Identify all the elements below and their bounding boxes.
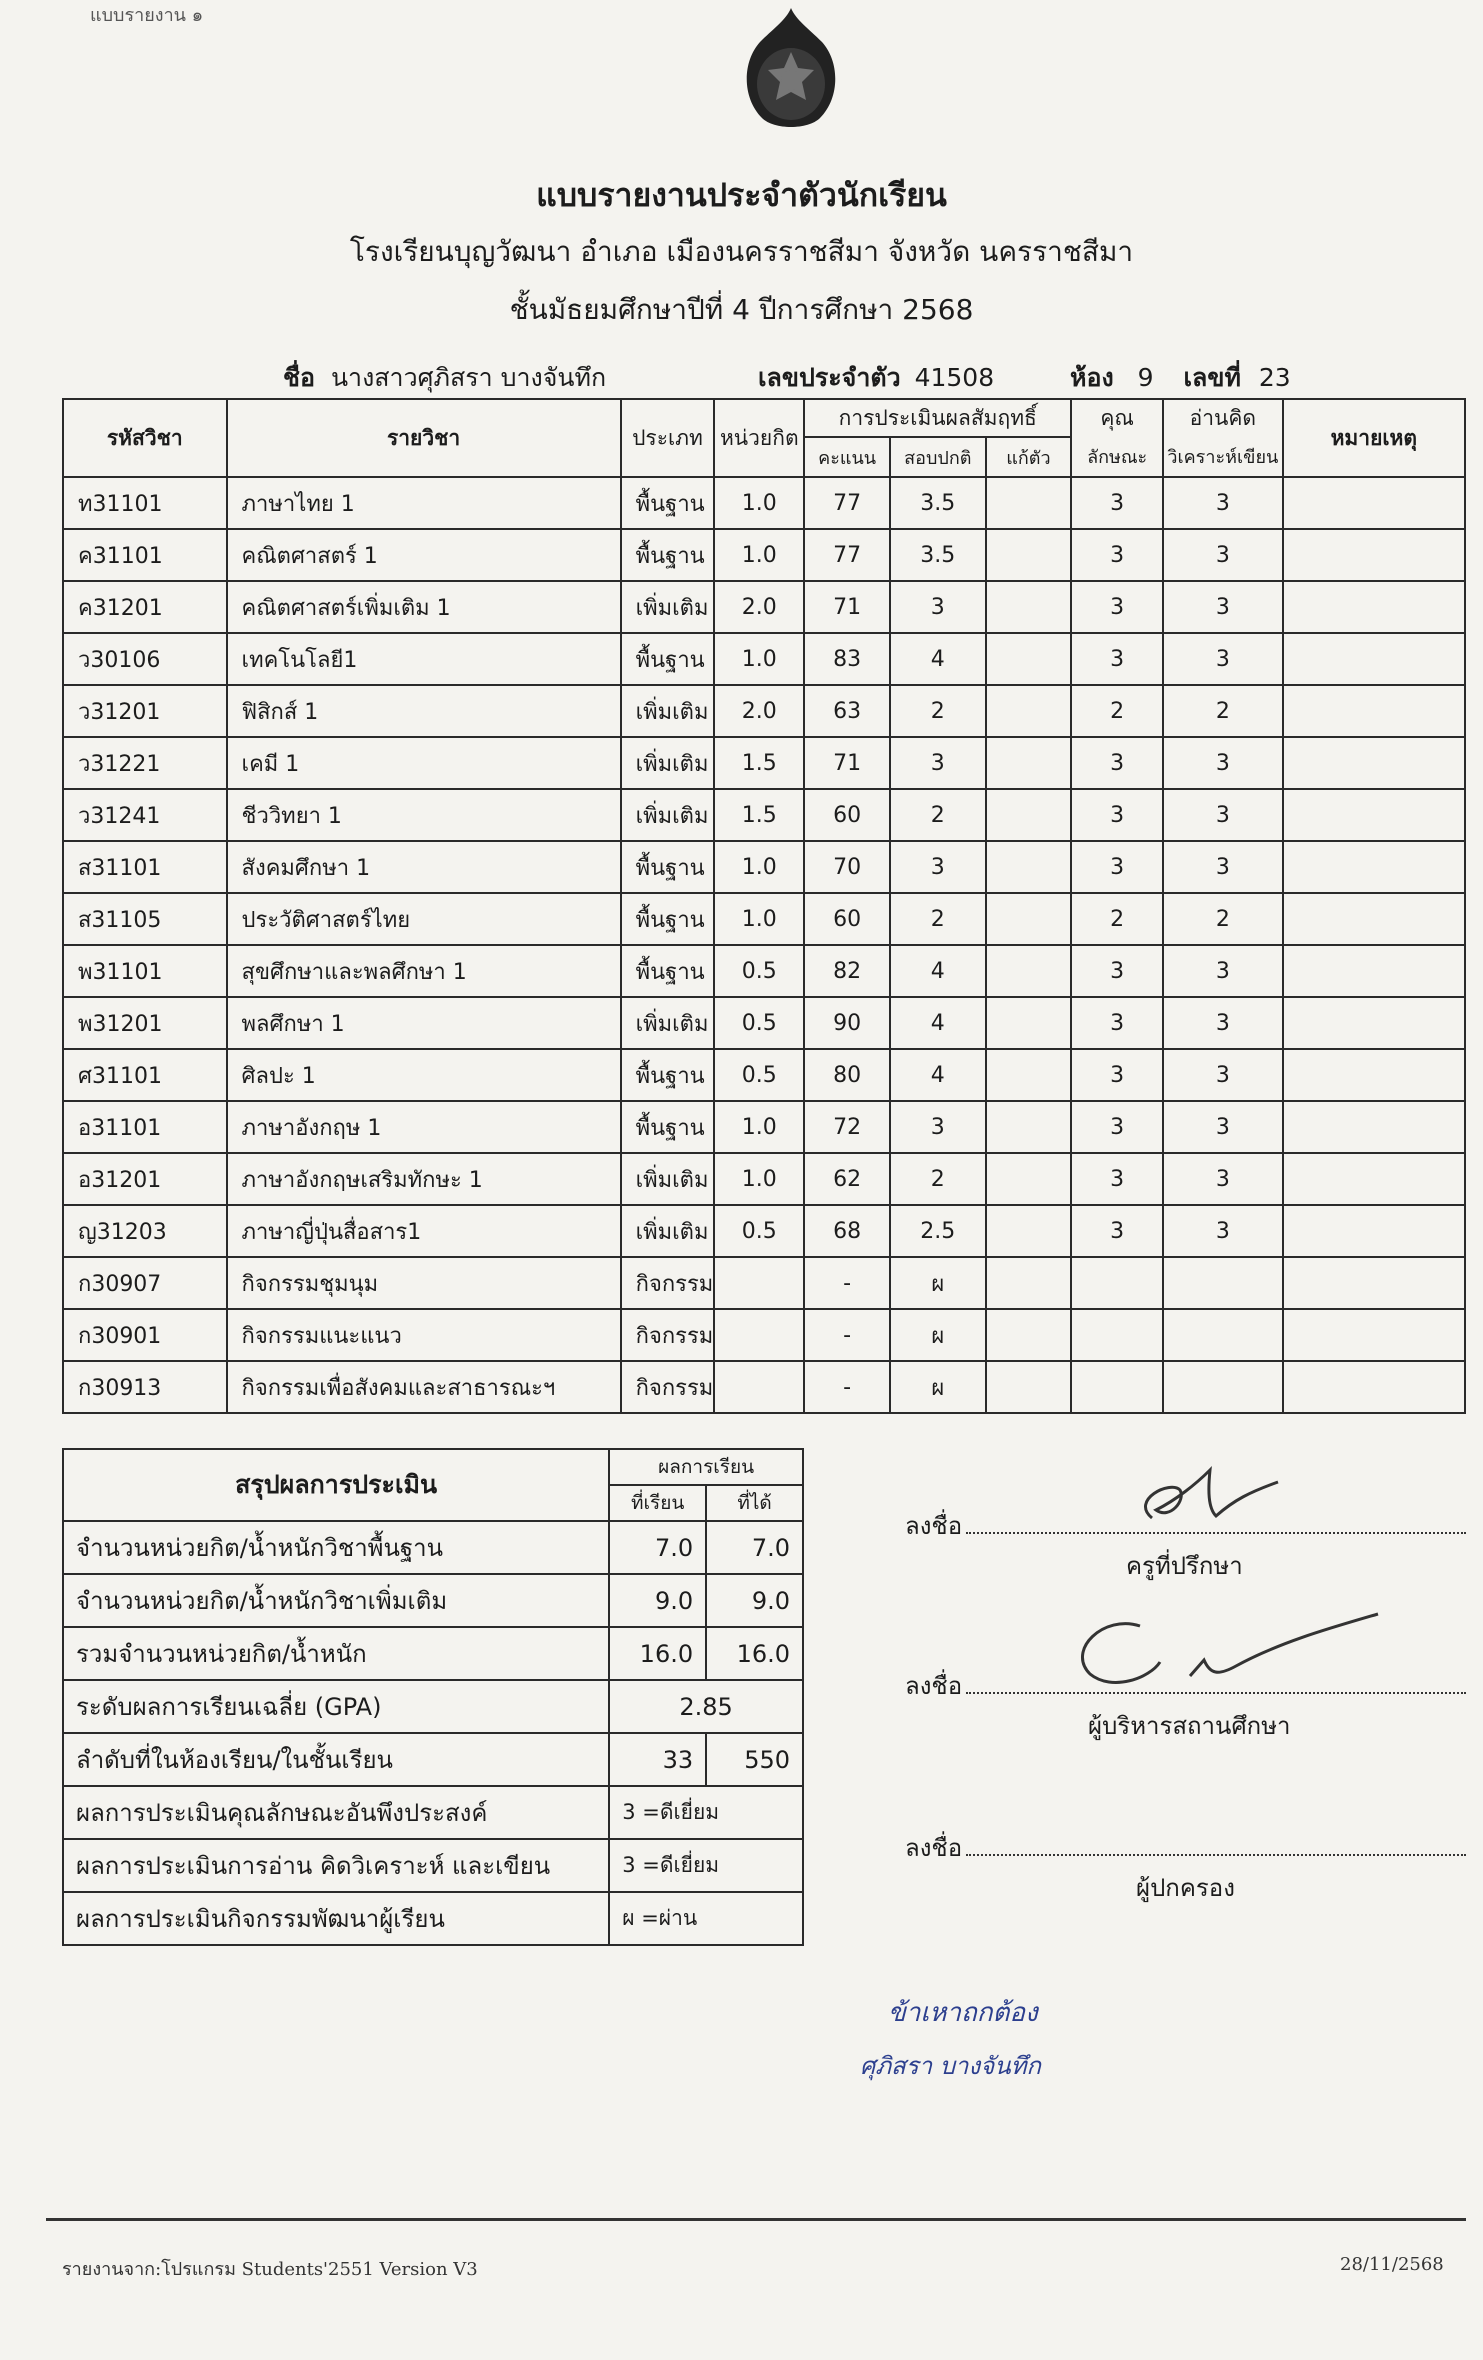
course-code: ว30106 [63,633,227,685]
footer-date: 28/11/2568 [1340,2254,1444,2275]
course-grade: 3.5 [890,477,986,529]
course-credits: 1.5 [714,789,804,841]
course-retake [986,997,1072,1049]
course-grade: 4 [890,1049,986,1101]
course-rtw: 3 [1163,1049,1283,1101]
course-credits: 1.0 [714,633,804,685]
course-credits: 0.5 [714,1049,804,1101]
course-credits: 0.5 [714,1205,804,1257]
course-character: 3 [1071,945,1163,997]
table-row [63,1257,1465,1309]
course-remark [1283,1361,1465,1413]
course-name: ชีววิทยา 1 [227,789,621,841]
course-name: คณิตศาสตร์ 1 [227,529,621,581]
course-character: 3 [1071,737,1163,789]
footer-source: รายงานจาก:โปรแกรม Students'2551 Version V3 [62,2259,478,2280]
course-rtw: 3 [1163,1205,1283,1257]
table-row [63,685,1465,737]
course-name: ภาษาอังกฤษ 1 [227,1101,621,1153]
course-code: อ31101 [63,1101,227,1153]
course-grade: 2 [890,685,986,737]
course-grade: 3 [890,841,986,893]
summary-row-total-credits [63,1627,803,1680]
course-remark [1283,1153,1465,1205]
course-score: - [804,1361,890,1413]
course-character: 3 [1071,1153,1163,1205]
course-retake [986,1257,1072,1309]
summary-row-rank [63,1733,803,1786]
student-id: 41508 [914,363,995,392]
course-retake [986,893,1072,945]
course-credits: 0.5 [714,945,804,997]
course-rtw: 3 [1163,633,1283,685]
summary-earned-value: 9.0 [706,1574,803,1627]
footer-divider [46,2218,1466,2221]
course-name: ภาษาญี่ปุ่นสื่อสาร1 [227,1205,621,1257]
course-name: ภาษาอังกฤษเสริมทักษะ 1 [227,1153,621,1205]
course-grade: 2 [890,789,986,841]
summary-label: จำนวนหน่วยกิต/น้ำหนักวิชาเพิ่มเติม [63,1574,609,1627]
table-row [63,737,1465,789]
course-character: 3 [1071,477,1163,529]
course-credits: 1.0 [714,1101,804,1153]
course-credits: 1.5 [714,737,804,789]
table-row [63,841,1465,893]
course-name: กิจกรรมแนะแนว [227,1309,621,1361]
course-name: เคมี 1 [227,737,621,789]
table-row [63,529,1465,581]
course-score: - [804,1309,890,1361]
course-code: ท31101 [63,477,227,529]
header-regular-exam: สอบปกติ [890,437,986,477]
advisor-signature-mark [1100,1460,1290,1540]
course-score: 71 [804,737,890,789]
course-name: เทคโนโลยี1 [227,633,621,685]
course-character: 3 [1071,633,1163,685]
course-retake [986,945,1072,997]
table-row [63,1205,1465,1257]
summary-earned-value: 16.0 [706,1627,803,1680]
course-retake [986,1205,1072,1257]
course-type: พื้นฐาน [621,841,715,893]
summary-enrolled-value: 16.0 [609,1627,706,1680]
course-rtw: 3 [1163,737,1283,789]
course-remark [1283,1257,1465,1309]
table-row [63,1049,1465,1101]
course-score: 68 [804,1205,890,1257]
course-type: พื้นฐาน [621,477,715,529]
table-row [63,997,1465,1049]
student-id-line [758,358,994,398]
course-type: เพิ่มเติม [621,737,715,789]
course-type: เพิ่มเติม [621,1205,715,1257]
id-label: เลขประจำตัว [758,363,901,392]
course-code: พ31101 [63,945,227,997]
number-value: 23 [1258,363,1291,392]
course-type: เพิ่มเติม [621,789,715,841]
course-type: กิจกรรม [621,1309,715,1361]
summary-col-enrolled: ที่เรียน [609,1485,706,1521]
number-label: เลขที่ [1183,363,1241,392]
course-retake [986,1049,1072,1101]
course-character: 3 [1071,841,1163,893]
course-code: ส31101 [63,841,227,893]
course-grade: 4 [890,945,986,997]
course-character: 3 [1071,581,1163,633]
table-row [63,477,1465,529]
level-line: ชั้นมัธยมศึกษาปีที่ 4 ปีการศึกษา 2568 [509,293,974,326]
course-code: ส31105 [63,893,227,945]
summary-label: ลำดับที่ในห้องเรียน/ในชั้นเรียน [63,1733,609,1786]
course-rtw [1163,1257,1283,1309]
course-retake [986,841,1072,893]
grades-table [62,398,1466,1414]
summary-row-extra-credits [63,1574,803,1627]
course-remark [1283,945,1465,997]
course-grade: 2 [890,893,986,945]
summary-row-gpa [63,1680,803,1733]
course-remark [1283,1049,1465,1101]
course-code: ก30901 [63,1309,227,1361]
summary-header-row [63,1449,803,1485]
course-remark [1283,841,1465,893]
sign-label: ลงชื่อ [905,1672,963,1700]
course-remark [1283,997,1465,1049]
course-grade: 2 [890,1153,986,1205]
course-rtw: 3 [1163,997,1283,1049]
course-character: 3 [1071,1049,1163,1101]
course-character: 3 [1071,1205,1163,1257]
course-credits: 1.0 [714,841,804,893]
course-rtw: 3 [1163,945,1283,997]
handwritten-note-line1: ข้าเหาถกต้อง [888,1998,1038,2028]
course-type: กิจกรรม [621,1361,715,1413]
course-credits [714,1257,804,1309]
course-grade: 2.5 [890,1205,986,1257]
course-name: สุขศึกษาและพลศึกษา 1 [227,945,621,997]
course-credits: 0.5 [714,997,804,1049]
course-retake [986,737,1072,789]
course-code: ศ31101 [63,1049,227,1101]
course-character [1071,1361,1163,1413]
course-credits: 1.0 [714,1153,804,1205]
header-score: คะแนน [804,437,890,477]
name-label: ชื่อ [283,363,315,392]
summary-results-header: ผลการเรียน [609,1449,803,1485]
course-rtw [1163,1309,1283,1361]
course-score: 77 [804,477,890,529]
course-code: ก30907 [63,1257,227,1309]
course-remark [1283,1309,1465,1361]
director-signature-mark [1060,1600,1390,1720]
summary-row-rtw [63,1839,803,1892]
course-code: ก30913 [63,1361,227,1413]
header-code: รหัสวิชา [63,399,227,477]
header-type: ประเภท [621,399,715,477]
course-type: เพิ่มเติม [621,997,715,1049]
course-score: 60 [804,789,890,841]
table-row [63,633,1465,685]
course-score: 83 [804,633,890,685]
course-credits: 1.0 [714,529,804,581]
summary-enrolled-value: 7.0 [609,1521,706,1574]
summary-label: รวมจำนวนหน่วยกิต/น้ำหนัก [63,1627,609,1680]
summary-label: ระดับผลการเรียนเฉลี่ย (GPA) [63,1680,609,1733]
sign-label: ลงชื่อ [905,1512,963,1540]
summary-row-basic-credits [63,1521,803,1574]
course-remark [1283,1101,1465,1153]
course-code: พ31201 [63,997,227,1049]
summary-row-character [63,1786,803,1839]
room-label: ห้อง [1070,363,1114,392]
course-retake [986,685,1072,737]
course-remark [1283,737,1465,789]
course-retake [986,1309,1072,1361]
course-code: ว31201 [63,685,227,737]
course-name: ฟิสิกส์ 1 [227,685,621,737]
course-grade: ผ [890,1309,986,1361]
course-character: 2 [1071,893,1163,945]
course-type: พื้นฐาน [621,633,715,685]
course-name: พลศึกษา 1 [227,997,621,1049]
table-row [63,789,1465,841]
course-code: ญ31203 [63,1205,227,1257]
course-type: พื้นฐาน [621,529,715,581]
course-rtw: 3 [1163,529,1283,581]
course-character [1071,1309,1163,1361]
course-remark [1283,633,1465,685]
course-grade: 3 [890,737,986,789]
course-grade: 4 [890,633,986,685]
header-credits: หน่วยกิต [714,399,804,477]
course-credits: 2.0 [714,581,804,633]
course-score: 62 [804,1153,890,1205]
header-retake: แก้ตัว [986,437,1072,477]
course-grade: 3 [890,1101,986,1153]
course-rtw: 3 [1163,581,1283,633]
rank-in-room: 33 [609,1733,706,1786]
report-title: แบบรายงานประจำตัวนักเรียน [536,176,947,214]
course-remark [1283,893,1465,945]
header-rtw-top: อ่านคิด [1163,399,1283,437]
table-row [63,1101,1465,1153]
character-result: 3 =ดีเยี่ยม [609,1786,803,1839]
school-line: โรงเรียนบุญวัฒนา อำเภอ เมืองนครราชสีมา จังหวัด นครราชสีมา [349,235,1134,268]
course-score: 82 [804,945,890,997]
header-assessment: การประเมินผลสัมฤทธิ์ [804,399,1071,437]
course-character: 3 [1071,789,1163,841]
header-character-top: คุณ [1071,399,1163,437]
summary-row-activities [63,1892,803,1945]
course-name: สังคมศึกษา 1 [227,841,621,893]
course-credits: 2.0 [714,685,804,737]
summary-col-earned: ที่ได้ [706,1485,803,1521]
course-name: กิจกรรมเพื่อสังคมและสาธารณะฯ [227,1361,621,1413]
course-character: 2 [1071,685,1163,737]
course-rtw: 2 [1163,893,1283,945]
course-rtw: 3 [1163,1101,1283,1153]
handwritten-note-line2: ศุภิสรา บางจันทึก [860,2052,1041,2080]
course-type: พื้นฐาน [621,893,715,945]
course-type: เพิ่มเติม [621,581,715,633]
course-remark [1283,529,1465,581]
course-type: พื้นฐาน [621,1101,715,1153]
course-rtw: 2 [1163,685,1283,737]
course-score: 63 [804,685,890,737]
header-character-bottom: ลักษณะ [1071,437,1163,477]
course-type: เพิ่มเติม [621,685,715,737]
course-name: ภาษาไทย 1 [227,477,621,529]
course-code: ว31221 [63,737,227,789]
course-credits: 1.0 [714,477,804,529]
student-name: นางสาวศุภิสรา บางจันทึก [330,363,607,392]
course-remark [1283,789,1465,841]
course-grade: ผ [890,1257,986,1309]
course-rtw [1163,1361,1283,1413]
course-character: 3 [1071,529,1163,581]
summary-label: ผลการประเมินคุณลักษณะอันพึงประสงค์ [63,1786,609,1839]
course-grade: ผ [890,1361,986,1413]
room-line [1070,358,1291,398]
course-retake [986,789,1072,841]
table-row [63,945,1465,997]
course-rtw: 3 [1163,841,1283,893]
course-type: เพิ่มเติม [621,1153,715,1205]
course-type: พื้นฐาน [621,1049,715,1101]
summary-earned-value: 7.0 [706,1521,803,1574]
course-score: - [804,1257,890,1309]
summary-label: ผลการประเมินกิจกรรมพัฒนาผู้เรียน [63,1892,609,1945]
course-grade: 4 [890,997,986,1049]
director-role: ผู้บริหารสถานศึกษา [1088,1712,1291,1740]
form-number-label: แบบรายงาน ๑ [90,5,204,26]
parent-signature-line [905,1828,1466,1867]
course-rtw: 3 [1163,477,1283,529]
course-code: ค31101 [63,529,227,581]
course-type: กิจกรรม [621,1257,715,1309]
course-grade: 3 [890,581,986,633]
table-row [63,1309,1465,1361]
course-remark [1283,1205,1465,1257]
room-value: 9 [1137,363,1154,392]
summary-title: สรุปผลการประเมิน [63,1449,609,1521]
course-score: 71 [804,581,890,633]
course-retake [986,1153,1072,1205]
summary-label: ผลการประเมินการอ่าน คิดวิเคราะห์ และเขียน [63,1839,609,1892]
course-retake [986,477,1072,529]
course-name: ประวัติศาสตร์ไทย [227,893,621,945]
advisor-role: ครูที่ปรึกษา [1126,1552,1243,1580]
course-score: 90 [804,997,890,1049]
table-row [63,1153,1465,1205]
course-credits [714,1309,804,1361]
course-score: 70 [804,841,890,893]
course-remark [1283,581,1465,633]
summary-label: จำนวนหน่วยกิต/น้ำหนักวิชาพื้นฐาน [63,1521,609,1574]
course-remark [1283,685,1465,737]
course-code: ค31201 [63,581,227,633]
course-retake [986,633,1072,685]
course-score: 72 [804,1101,890,1153]
signature-dots [966,1854,1466,1856]
student-name-line [283,358,606,398]
course-name: กิจกรรมชุมนุม [227,1257,621,1309]
course-retake [986,581,1072,633]
gpa-value: 2.85 [609,1680,803,1733]
header-rtw-bottom: วิเคราะห์เขียน [1163,437,1283,477]
table-header-row [63,399,1465,437]
table-row [63,581,1465,633]
course-retake [986,1361,1072,1413]
course-name: คณิตศาสตร์เพิ่มเติม 1 [227,581,621,633]
rtw-result: 3 =ดีเยี่ยม [609,1839,803,1892]
sign-label: ลงชื่อ [905,1834,963,1862]
course-retake [986,1101,1072,1153]
parent-role: ผู้ปกครอง [1136,1874,1235,1902]
course-character [1071,1257,1163,1309]
course-character: 3 [1071,1101,1163,1153]
grades-body [63,477,1465,1413]
course-grade: 3.5 [890,529,986,581]
course-rtw: 3 [1163,1153,1283,1205]
summary-table [62,1448,804,1946]
course-credits: 1.0 [714,893,804,945]
course-code: อ31201 [63,1153,227,1205]
table-row [63,893,1465,945]
school-emblem-icon [736,6,846,134]
course-type: พื้นฐาน [621,945,715,997]
course-character: 3 [1071,997,1163,1049]
course-rtw: 3 [1163,789,1283,841]
header-subject: รายวิชา [227,399,621,477]
course-name: ศิลปะ 1 [227,1049,621,1101]
header-remark: หมายเหตุ [1283,399,1465,477]
course-score: 80 [804,1049,890,1101]
course-score: 77 [804,529,890,581]
rank-in-level: 550 [706,1733,803,1786]
course-score: 60 [804,893,890,945]
course-remark [1283,477,1465,529]
activities-result: ผ =ผ่าน [609,1892,803,1945]
course-retake [986,529,1072,581]
summary-enrolled-value: 9.0 [609,1574,706,1627]
course-code: ว31241 [63,789,227,841]
table-row [63,1361,1465,1413]
course-credits [714,1361,804,1413]
